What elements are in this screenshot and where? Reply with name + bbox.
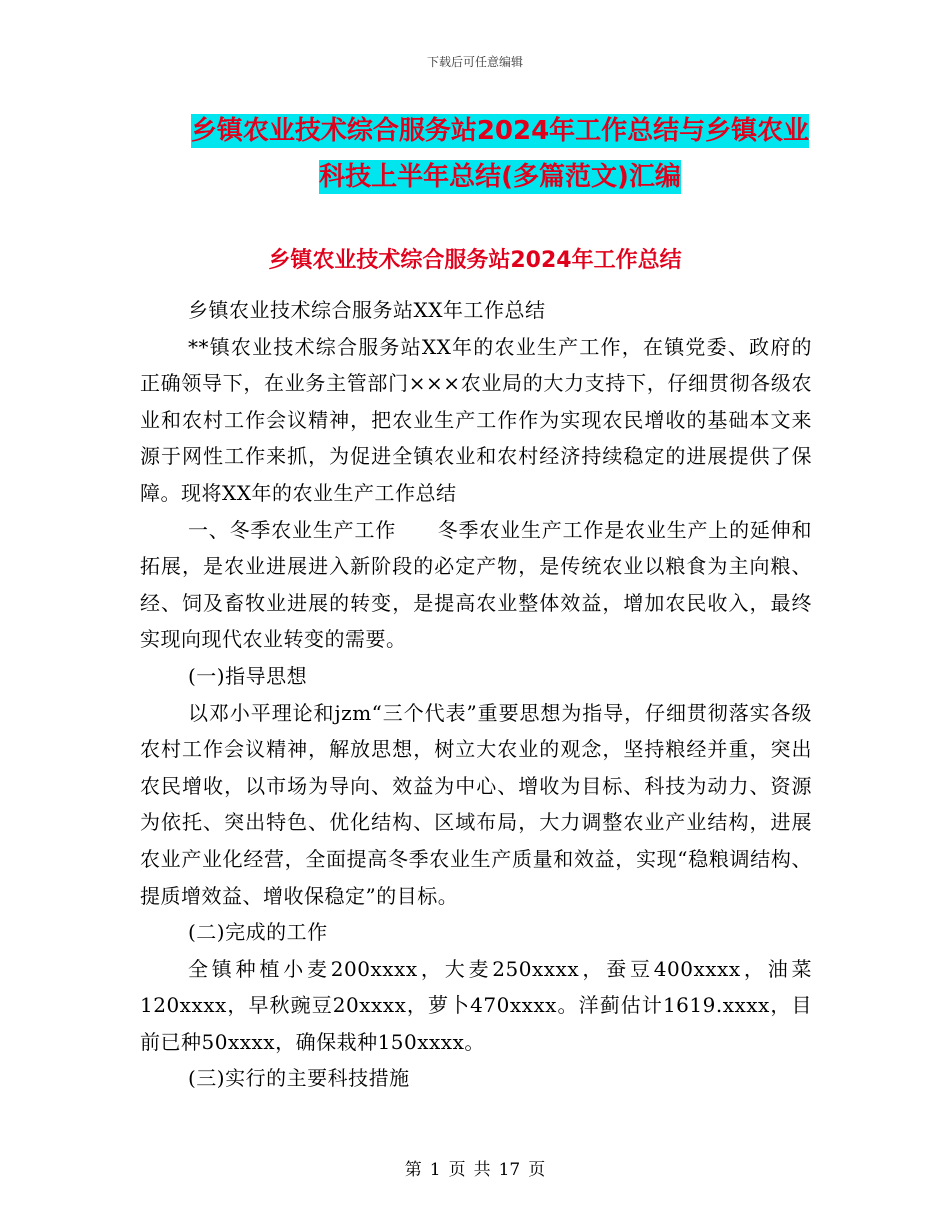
section-title: 乡镇农业技术综合服务站2024年工作总结 xyxy=(268,248,682,273)
page-number: 1 xyxy=(429,1160,441,1180)
total-suffix: 页 xyxy=(528,1160,546,1180)
paragraph: (二)完成的工作 xyxy=(188,920,328,945)
paragraph: 一、冬季农业生产工作 冬季农业生产工作是农业生产上的延伸和拓展，是农业进展进入新阶段的必定产物，是传统农业以粮食为主向粮、经、饲及畜牧业进展的转变，是提高农业整体效益，增加农民收入，最终实现向现代农业转变的需要。 xyxy=(140,517,812,652)
total-prefix: 共 xyxy=(473,1160,491,1180)
title-line-1: 乡镇农业技术综合服务站2024年工作总结与乡镇农业 xyxy=(190,116,810,146)
page-label-prefix: 第 xyxy=(404,1160,422,1180)
page-footer xyxy=(0,1155,950,1180)
total-pages: 17 xyxy=(498,1160,521,1180)
paragraph: **镇农业技术综合服务站XX年的农业生产工作，在镇党委、政府的正确领导下，在业务主管部门×××农业局的大力支持下，仔细贯彻各级农业和农村工作会议精神，把农业生产工作作为实现农民增收的基础本文来源于网性工作来抓，为促进全镇农业和农村经济持续稳定的进展提供了保障。现将XX年的农业生产工作总结 xyxy=(140,334,812,505)
page-label-mid: 页 xyxy=(448,1160,466,1180)
document-title xyxy=(140,108,860,200)
paragraph: 以邓小平理论和jzm“三个代表”重要思想为指导，仔细贯彻落实各级农村工作会议精神，解放思想，树立大农业的观念，坚持粮经并重，突出农民增收，以市场为导向、效益为中心、增收为目标、科技为动力、资源为依托、突出特色、优化结构、区域布局，大力调整农业产业结构，进展农业产业化经营，全面提高冬季农业生产质量和效益，实现“稳粮调结构、提质增效益、增收保稳定”的目标。 xyxy=(140,700,812,908)
paragraph: 全镇种植小麦200xxxx，大麦250xxxx，蚕豆400xxxx，油菜120xxxx，早秋豌豆20xxxx，萝卜470xxxx。洋蓟估计1619.xxxx，目前已种50xxxx，确保栽种150xxxx。 xyxy=(140,956,812,1054)
paragraph: (三)实行的主要科技措施 xyxy=(188,1066,410,1091)
paragraph: (一)指导思想 xyxy=(188,663,308,688)
document-body xyxy=(140,292,812,1097)
paragraph: 乡镇农业技术综合服务站XX年工作总结 xyxy=(188,298,546,322)
header-note: 下载后可任意编辑 xyxy=(426,55,523,69)
title-line-2: 科技上半年总结(多篇范文)汇编 xyxy=(319,162,681,192)
